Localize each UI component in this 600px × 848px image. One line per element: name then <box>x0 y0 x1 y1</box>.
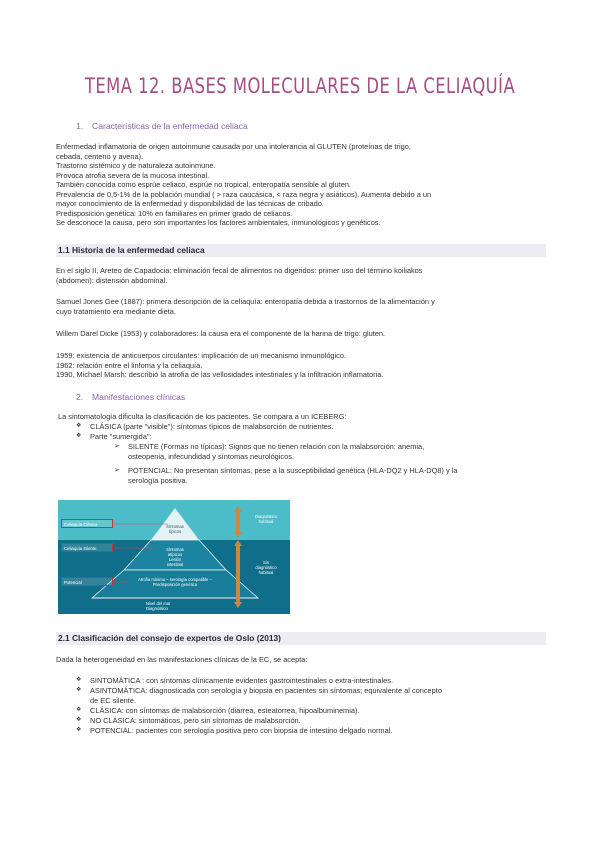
sub-bullet-line: osteopenia, infecundidad y síntomas neurológicos. <box>128 451 294 461</box>
section-1-line: Provoca atrofia severa de la mucosa intestinal. <box>56 170 210 180</box>
history-line: Samuel Jones Gee (1887): primera descripción de la celiaquía: enteropatía debida a trastornos de la alimentación y <box>56 297 435 306</box>
sub-bullet-text <box>128 442 424 461</box>
label-classic: Celiaquía Clásica <box>61 519 113 528</box>
section-1-line: Se desconoce la causa, pero son importantes los factores ambientales, inmunológicos y genéticos. <box>56 218 381 227</box>
diamond-bullet-icon: ❖ <box>76 677 82 683</box>
middle-text-line: Lesión <box>168 557 182 562</box>
diamond-bullet-icon: ❖ <box>76 707 82 713</box>
bullet-text: CLÁSICA (parte "visible"): síntomas típicos de malabsorción de nutrientes. <box>90 422 334 431</box>
oslo-item-line: de EC silente. <box>90 695 137 705</box>
oslo-item-text: CLÁSICA: con síntomas de malabsorción (diarrea, esteatorrea, hipoalbuminemia). <box>90 706 360 715</box>
section-1-body <box>56 142 542 228</box>
oslo-item-text: POTENCIAL: pacientes con serología positiva pero con biopsia de intestino delgado normal. <box>90 726 393 735</box>
sub-bullet-silent <box>114 442 544 461</box>
bottom-text <box>146 601 196 611</box>
sub-bullet-line: serología positiva. <box>128 475 188 485</box>
section-1-heading <box>76 121 248 131</box>
oslo-item-text: SINTOMÁTICA : con síntomas clínicamente evidentes gastrointestinales o extra-intestinales. <box>90 676 394 685</box>
section-2-1-heading: 2.1 Clasificación del consejo de expertos de Oslo (2013) <box>56 632 546 645</box>
history-line: 1959: existencia de anticuerpos circulantes: implicación de un mecanismo inmunológico. <box>56 351 347 360</box>
right-top-line: habitual <box>258 519 274 524</box>
oslo-item-non-classic <box>76 716 546 726</box>
sub-bullet-line: SILENTE (Formas no típicas): Signos que no tienen relación con la malabsorción: anemia, <box>128 442 425 451</box>
history-line: En el siglo II, Areteo de Capadocia: eliminación fecal de alimentos no digeridos: primer uso del término koiliakos <box>56 266 423 275</box>
section-1-line: Trastorno sistémico y de naturaleza autoinmune. <box>56 161 216 170</box>
oslo-item-text: NO CLÁSICA: sintomáticos, pero sin síntomas de malabsorción. <box>90 716 301 725</box>
sub-bullet-potential <box>114 466 544 485</box>
right-bottom-line: diagnóstico <box>255 565 277 570</box>
diamond-bullet-icon: ❖ <box>76 433 82 439</box>
diamond-bullet-icon: ❖ <box>76 687 82 693</box>
section-2-number: 2. <box>76 392 84 402</box>
base-text-line: Predisposición genética <box>152 582 198 587</box>
diamond-bullet-icon: ❖ <box>76 423 82 429</box>
history-line: 1962: relación entre el linfoma y la celiaquía. <box>56 360 203 370</box>
bullet-submerged <box>76 432 536 442</box>
section-1-title: Características de la enfermedad celiaca <box>92 121 248 131</box>
tip-text <box>155 524 195 534</box>
middle-text-line: atípicos <box>167 552 183 557</box>
base-text-line: Atrofia mínima – serología compatible – <box>138 577 212 582</box>
oslo-item-asymptomatic <box>76 686 546 705</box>
oslo-item-potential <box>76 726 546 736</box>
right-top-text <box>246 514 286 524</box>
section-1-line: mayor conocimiento de la enfermedad y disponibilidad de las técnicas de cribado. <box>56 199 324 208</box>
oslo-item-text <box>90 686 442 705</box>
history-paragraph-1 <box>56 266 542 285</box>
middle-text-line: Síntomas <box>166 547 184 552</box>
section-1-line: Prevalencia de 0,5-1% de la población mundial ( > raza caucásica, < raza negra y asiáticos). Aumenta debido a un <box>56 189 432 199</box>
label-silent: Celiaquía Silente <box>61 543 113 552</box>
history-paragraph-2 <box>56 297 542 316</box>
bullet-text: Parte "sumergida": <box>90 432 152 441</box>
section-1-line: cebada, centeno y avena). <box>56 151 144 161</box>
middle-text <box>150 547 200 567</box>
history-line: Willem Darel Dicke (1953) y colaboradores: la causa era el componente de la harina de trigo: gluten. <box>56 329 386 338</box>
iceberg-figure <box>58 500 290 614</box>
page-title: TEMA 12. BASES MOLECULARES DE LA CELIAQUÍA <box>84 74 516 98</box>
section-2-intro: La sintomatología dificulta la clasificación de los pacientes. Se compara a un ICEBERG: <box>58 412 347 421</box>
section-1-number: 1. <box>76 121 84 131</box>
section-1-1-heading: 1.1 Historia de la enfermedad celiaca <box>56 244 546 257</box>
diamond-bullet-icon: ❖ <box>76 717 82 723</box>
right-bottom-line: Sin <box>262 560 270 565</box>
diamond-bullet-icon: ❖ <box>76 727 82 733</box>
history-line: 1990, Michael Marsh: describió la atrofia de las vellosidades intestinales y la infiltración inflamatoria. <box>56 370 384 379</box>
oslo-item-line: ASINTOMÁTICA: diagnosticada con serología y biopsia en pacientes sin síntomas; equivalente al concepto <box>90 686 442 695</box>
section-2-1-intro: Dada la heterogeneidad en las manifestaciones clínicas de la EC, se acepta: <box>56 655 308 664</box>
section-1-line: Predisposición genética: 10% en familiares en primer grado de celiacos. <box>56 208 293 218</box>
oslo-item-symptomatic <box>76 676 546 686</box>
right-top-line: Diagnóstico <box>255 514 277 519</box>
history-line: (abdomen): distensión abdominal. <box>56 275 168 285</box>
middle-text-line: intestinal <box>166 562 184 567</box>
sub-bullet-line: POTENCIAL: No presentan síntomas, pese a la susceptibilidad genética (HLA-DQ2 y HLA-DQ8) y la <box>128 466 458 475</box>
bottom-text-line: Diagnóstico <box>146 606 168 611</box>
tip-text-line: Síntomas <box>166 524 184 529</box>
section-2-title: Manifestaciones clínicas <box>92 392 186 402</box>
section-1-line: También conocida como esprúe celiaco, esprúe no tropical, enteropatía sensible al gluten. <box>56 180 351 189</box>
sub-bullet-text <box>128 466 457 485</box>
arrow-bullet-icon: ➢ <box>114 467 120 474</box>
section-2-heading <box>76 392 185 402</box>
right-bottom-text <box>246 560 286 575</box>
arrow-bullet-icon: ➢ <box>114 443 120 450</box>
tip-text-line: típicos <box>168 529 182 534</box>
oslo-item-classic <box>76 706 546 716</box>
section-1-line: Enfermedad inflamatoria de origen autoinmune causada por una intolerancia al GLUTEN (proteínas de trigo, <box>56 142 411 151</box>
label-potential: Potencial <box>61 577 113 586</box>
history-line: cuyo tratamiento era mediante dieta. <box>56 306 176 316</box>
bottom-text-line: Nivel del mar <box>146 601 171 606</box>
bullet-classic <box>76 422 536 432</box>
base-text <box>120 577 230 587</box>
history-paragraph-3 <box>56 329 542 339</box>
history-paragraph-4 <box>56 351 542 380</box>
right-bottom-line: habitual <box>258 570 274 575</box>
